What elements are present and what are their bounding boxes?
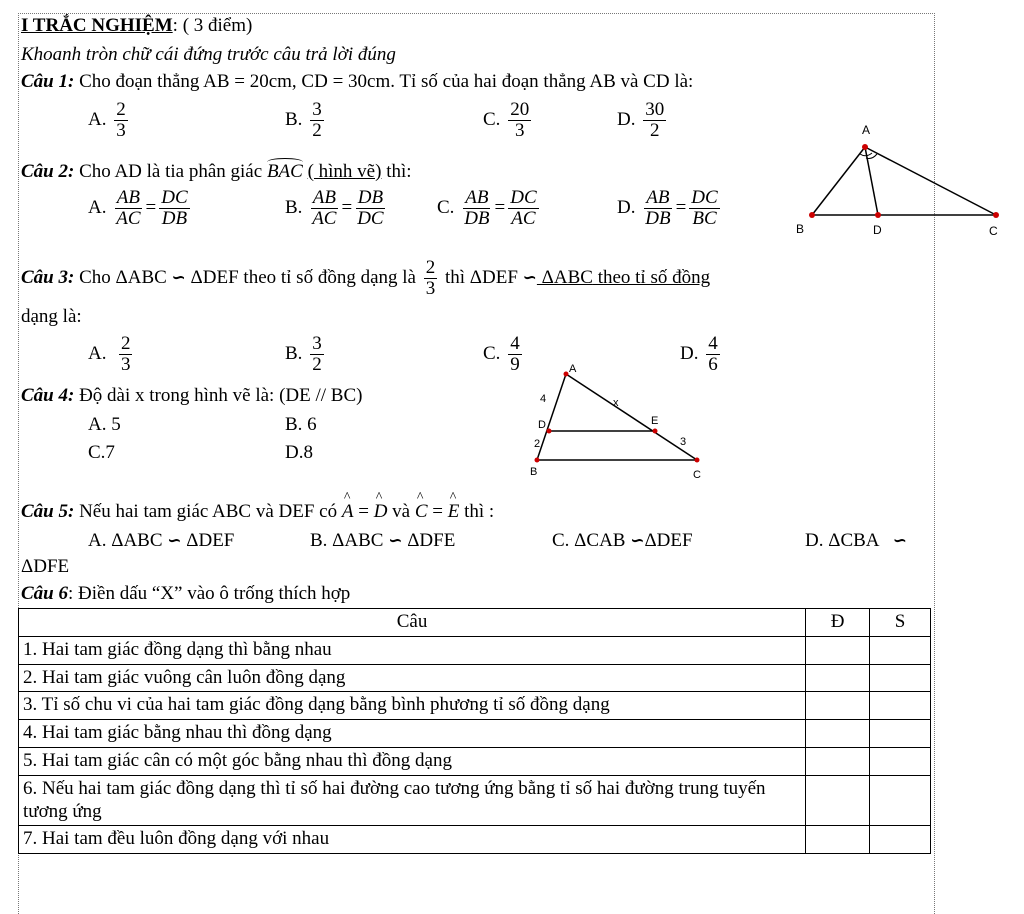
q2-figure	[790, 118, 1015, 243]
q4-option-a[interactable]: A. 5	[88, 414, 121, 435]
q2-option-b[interactable]: B. $\frac{AB}{AC}$ = $\frac{DB}{DC}$	[285, 187, 384, 229]
q5-option-a[interactable]: A. ΔABC ∽ ΔDEF	[88, 530, 235, 551]
q6-label: Câu 6	[21, 583, 68, 604]
point-c	[993, 212, 999, 218]
true-cell[interactable]	[806, 692, 870, 720]
q1-option-c[interactable]: C. $\frac{20}{3}$	[483, 99, 530, 141]
false-cell[interactable]	[870, 692, 931, 720]
q4-label-c: C	[693, 469, 701, 481]
header-true: Đ	[806, 609, 870, 637]
question-4: Câu 4: Độ dài x trong hình vẽ là: (DE // BC)	[21, 385, 363, 406]
table-header-row	[19, 609, 931, 637]
true-cell[interactable]	[806, 747, 870, 775]
q4-option-d[interactable]: D.8	[285, 442, 313, 463]
q3-line2: dạng là:	[21, 306, 82, 327]
table-row: 5. Hai tam giác cân có một góc bằng nhau thì đồng dạng	[19, 747, 931, 775]
q4-len-x: x	[613, 397, 619, 409]
q1-label: Câu 1:	[21, 71, 75, 92]
q2-label: Câu 2:	[21, 161, 75, 182]
q4-option-b[interactable]: B. 6	[285, 414, 317, 435]
false-cell[interactable]	[870, 747, 931, 775]
q5-label: Câu 5:	[21, 501, 75, 522]
angle-bac: BAC	[266, 161, 303, 182]
true-cell[interactable]	[806, 720, 870, 748]
true-cell[interactable]	[806, 775, 870, 826]
section-heading	[21, 16, 252, 37]
header-question: Câu	[19, 609, 806, 637]
q1-text: Cho đoạn thẳng AB = 20cm, CD = 30cm. Tỉ số của hai đoạn thẳng AB và CD là:	[74, 71, 694, 92]
q3-option-d[interactable]: D. $\frac{4}{6}$	[680, 333, 718, 375]
q3-option-c[interactable]: C. $\frac{4}{9}$	[483, 333, 520, 375]
table-row: 6. Nếu hai tam giác đồng dạng thì tỉ số hai đường cao tương ứng bằng tỉ số hai đường trung tuyến tương ứng	[19, 775, 931, 826]
q1-option-d[interactable]: D. $\frac{30}{2}$	[617, 99, 665, 141]
true-cell[interactable]	[806, 636, 870, 664]
q5-option-d-cont: ΔDFE	[21, 556, 70, 577]
q3-label: Câu 3:	[21, 266, 75, 288]
label-c: C	[989, 224, 998, 238]
header-false: S	[870, 609, 931, 637]
q4-option-c[interactable]: C.7	[88, 442, 115, 463]
q5-option-b[interactable]: B. ΔABC ∽ ΔDFE	[310, 530, 456, 551]
true-cell[interactable]	[806, 664, 870, 692]
point-d	[875, 212, 881, 218]
true-cell[interactable]	[806, 826, 870, 854]
q5-option-d[interactable]: D. ΔCBA ∽	[805, 530, 907, 551]
true-false-table	[18, 608, 931, 854]
table-row: 4. Hai tam giác bằng nhau thì đồng dạng	[19, 720, 931, 748]
point-a	[862, 144, 868, 150]
q2-option-c[interactable]: C. $\frac{AB}{DB}$ = $\frac{DC}{AC}$	[437, 187, 537, 229]
q3-option-b[interactable]: B. $\frac{3}{2}$	[285, 333, 322, 375]
q2-option-d[interactable]: D. $\frac{AB}{DB}$ = $\frac{DC}{BC}$	[617, 187, 718, 229]
label-b: B	[796, 222, 805, 236]
label-d: D	[873, 223, 882, 237]
q3-option-a[interactable]: A. $\frac{2}{3}$	[88, 333, 131, 375]
q4-point-c	[695, 458, 700, 463]
false-cell[interactable]	[870, 636, 931, 664]
table-row: 7. Hai tam đều luôn đồng dạng với nhau	[19, 826, 931, 854]
q4-len-4: 4	[540, 393, 547, 405]
table-row: 1. Hai tam giác đồng dạng thì bằng nhau	[19, 636, 931, 664]
q4-figure	[525, 360, 715, 485]
q5-option-c[interactable]: C. ΔCAB ∽ΔDEF	[552, 530, 693, 551]
question-1	[21, 72, 693, 93]
q4-point-a	[564, 372, 569, 377]
table-row: 3. Tỉ số chu vi của hai tam giác đồng dạng bằng bình phương tỉ số đồng dạng	[19, 692, 931, 720]
false-cell[interactable]	[870, 720, 931, 748]
q1-option-a[interactable]: A. $\frac{2}{3}$	[88, 99, 126, 141]
false-cell[interactable]	[870, 826, 931, 854]
label-a: A	[862, 123, 871, 137]
q4-label-a: A	[569, 363, 577, 375]
table-row: 2. Hai tam giác vuông cân luôn đồng dạng	[19, 664, 931, 692]
section-points: : ( 3 điểm)	[172, 15, 253, 36]
q4-label-d: D	[538, 419, 546, 431]
question-5: Câu 5: Nếu hai tam giác ABC và DEF có ^ A = ^ D và ^ C = ^ E thì :	[21, 502, 494, 523]
q4-len-2: 2	[534, 438, 541, 450]
question-2: Câu 2: Cho AD là tia phân giác BAC ( hình vẽ) thì:	[21, 161, 412, 182]
q4-point-d	[547, 429, 552, 434]
false-cell[interactable]	[870, 775, 931, 826]
point-b	[809, 212, 815, 218]
section-title: I TRẮC NGHIỆM	[21, 15, 173, 36]
q4-point-b	[535, 458, 540, 463]
question-6: Câu 6: Điền dấu “X” vào ô trống thích hợp	[21, 583, 351, 604]
question-3: Câu 3: Cho ΔABC ∽ ΔDEF theo tỉ số đồng dạng là $\frac{2}{3}$ thì ΔDEF ∽ ΔABC theo tỉ số đồng	[21, 257, 711, 299]
q4-label-e: E	[651, 415, 659, 427]
instruction: Khoanh tròn chữ cái đứng trước câu trả lời đúng	[21, 44, 396, 65]
q4-label-b: B	[530, 466, 538, 478]
q2-option-a[interactable]: A. $\frac{AB}{AC}$ = $\frac{DC}{DB}$	[88, 187, 188, 229]
false-cell[interactable]	[870, 664, 931, 692]
q1-option-b[interactable]: B. $\frac{3}{2}$	[285, 99, 322, 141]
q4-len-3: 3	[680, 436, 687, 448]
q4-point-e	[653, 429, 658, 434]
q4-label: Câu 4:	[21, 385, 75, 406]
